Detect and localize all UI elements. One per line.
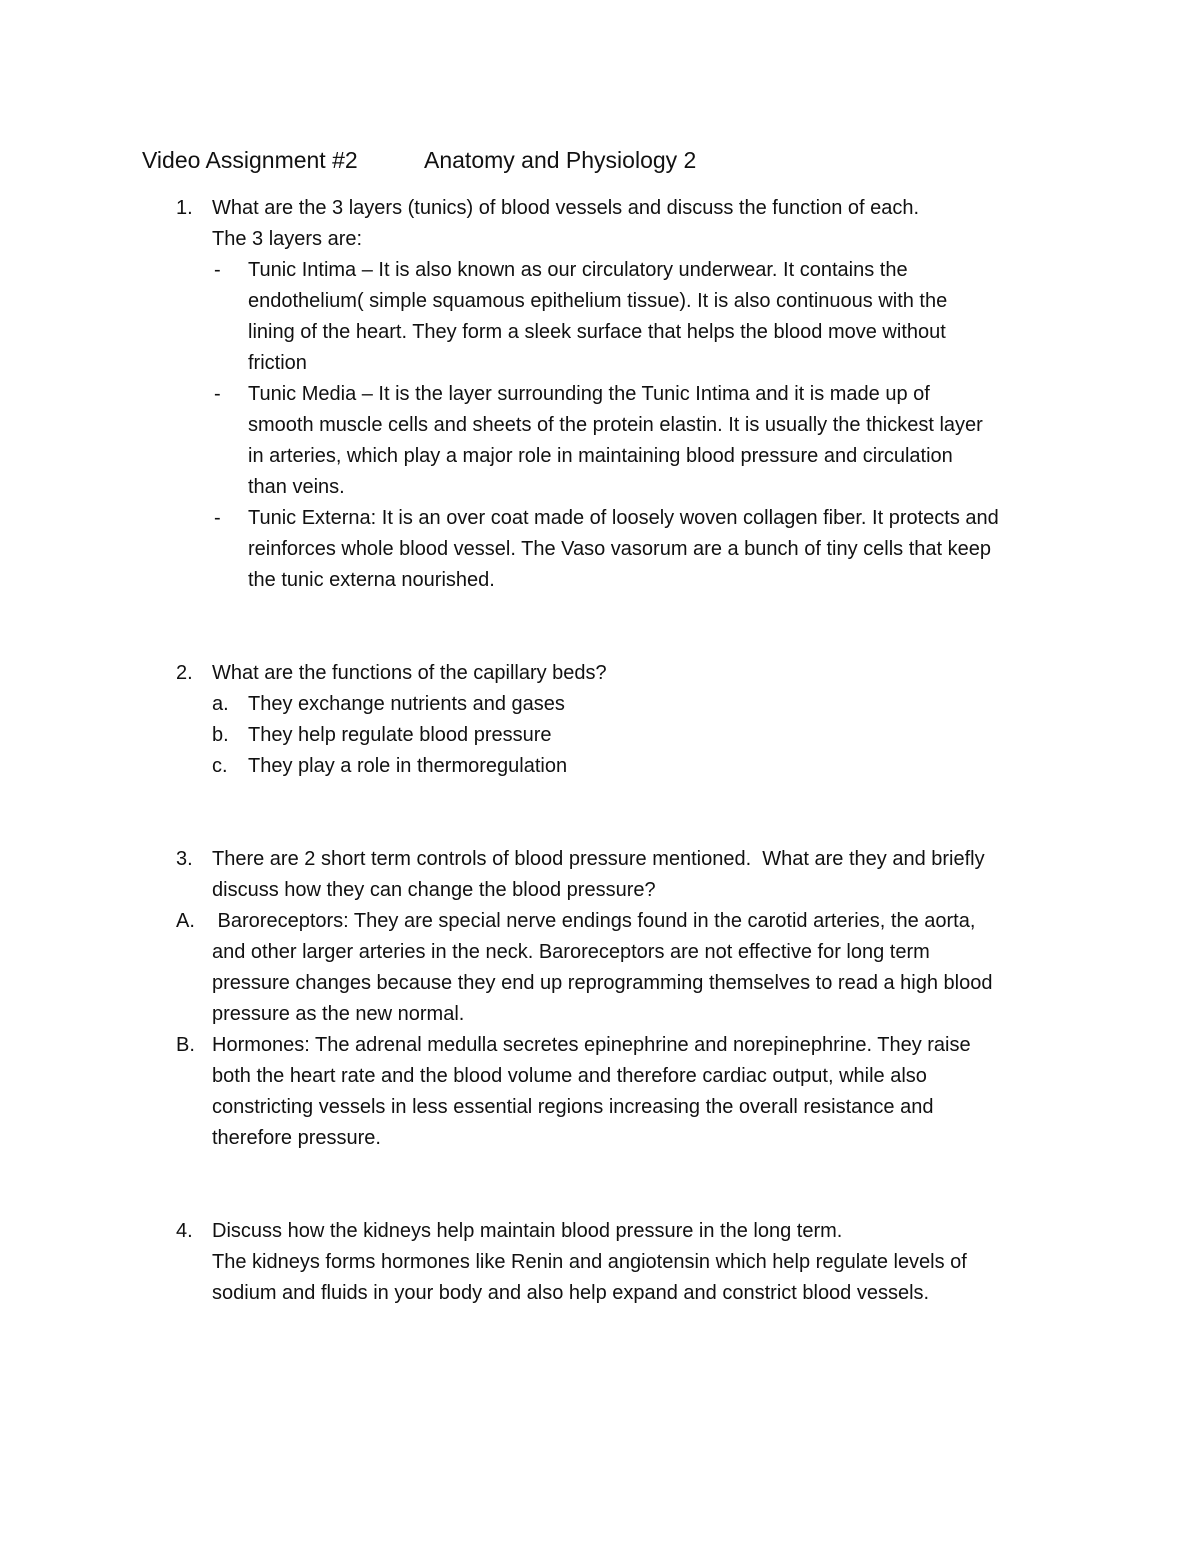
assignment-title: Video Assignment #2	[142, 147, 358, 173]
tunic-externa-item	[0, 503, 1200, 596]
question-1-text-line: What are the 3 layers (tunics) of blood vessels and discuss the function of each.	[212, 197, 920, 219]
question-1-number: 1.	[176, 197, 193, 219]
capillary-answer-c	[0, 751, 1200, 782]
tunic-media-item	[0, 379, 1200, 503]
hormones-answer	[0, 1030, 1200, 1154]
answer-text-line: therefore pressure.	[212, 1127, 381, 1149]
question-3-prompt	[0, 844, 1200, 906]
answer-text-line: both the heart rate and the blood volume and therefore cardiac output, while also	[212, 1065, 927, 1087]
answer-text-line: pressure changes because they end up reprogramming themselves to read a high blood	[212, 972, 993, 994]
question-3-text-line: discuss how they can change the blood pressure?	[212, 879, 656, 901]
answer-text-line: Hormones: The adrenal medulla secretes epinephrine and norepinephrine. They raise	[212, 1034, 971, 1056]
question-3-number: 3.	[176, 848, 193, 870]
question-1-prompt	[0, 193, 1200, 255]
question-1	[0, 193, 1200, 596]
answer-text-line: pressure as the new normal.	[212, 1003, 465, 1025]
answer-text-line: friction	[248, 352, 307, 374]
answer-text-line: lining of the heart. They form a sleek surface that helps the blood move without	[248, 321, 946, 343]
list-marker-b: b.	[212, 724, 229, 746]
answer-text-line: constricting vessels in less essential regions increasing the overall resistance and	[212, 1096, 934, 1118]
answer-text-line: than veins.	[248, 476, 345, 498]
capillary-answer-b	[0, 720, 1200, 751]
question-2-number: 2.	[176, 662, 193, 684]
question-4-prompt	[0, 1216, 1200, 1309]
answer-text-line: in arteries, which play a major role in maintaining blood pressure and circulation	[248, 445, 953, 467]
question-2-text-line: What are the functions of the capillary beds?	[212, 662, 607, 684]
answer-text-line: smooth muscle cells and sheets of the protein elastin. It is usually the thickest layer	[248, 414, 983, 436]
answer-text-line: endothelium( simple squamous epithelium tissue). It is also continuous with the	[248, 290, 948, 312]
list-marker-a: a.	[212, 693, 229, 715]
answer-text-line: Baroreceptors: They are special nerve endings found in the carotid arteries, the aorta,	[212, 910, 976, 932]
question-3-text-line: There are 2 short term controls of blood pressure mentioned. What are they and briefly	[212, 848, 985, 870]
baroreceptors-answer	[0, 906, 1200, 1030]
answer-text-line: Tunic Intima – It is also known as our circulatory underwear. It contains the	[248, 259, 908, 281]
question-2-prompt	[0, 658, 1200, 689]
question-4-number: 4.	[176, 1220, 193, 1242]
answer-text-line: They help regulate blood pressure	[248, 724, 552, 746]
bullet-dash: -	[214, 383, 221, 405]
bullet-dash: -	[214, 259, 221, 281]
answer-text-line: and other larger arteries in the neck. Baroreceptors are not effective for long term	[212, 941, 930, 963]
answer-text-line: They exchange nutrients and gases	[248, 693, 565, 715]
answer-text-line: Tunic Media – It is the layer surrounding the Tunic Intima and it is made up of	[248, 383, 930, 405]
answer-text-line: The kidneys forms hormones like Renin and angiotensin which help regulate levels of	[212, 1251, 967, 1273]
capillary-answer-a	[0, 689, 1200, 720]
question-2	[0, 658, 1200, 782]
tunic-intima-item	[0, 255, 1200, 379]
bullet-dash: -	[214, 507, 221, 529]
answer-text-line: Tunic Externa: It is an over coat made of loosely woven collagen fiber. It protects and	[248, 507, 999, 529]
list-marker-c: c.	[212, 755, 228, 777]
question-1-text-line: The 3 layers are:	[212, 228, 363, 250]
answer-text-line: the tunic externa nourished.	[248, 569, 495, 591]
list-marker-B: B.	[176, 1034, 195, 1056]
answer-text-line: sodium and fluids in your body and also help expand and constrict blood vessels.	[212, 1282, 930, 1304]
question-4-text-line: Discuss how the kidneys help maintain blood pressure in the long term.	[212, 1220, 843, 1242]
question-3	[0, 844, 1200, 1154]
answer-text-line: They play a role in thermoregulation	[248, 755, 568, 777]
course-title: Anatomy and Physiology 2	[424, 147, 697, 173]
question-4	[0, 1216, 1200, 1309]
answer-text-line: reinforces whole blood vessel. The Vaso vasorum are a bunch of tiny cells that keep	[248, 538, 991, 560]
list-marker-A: A.	[176, 910, 195, 932]
